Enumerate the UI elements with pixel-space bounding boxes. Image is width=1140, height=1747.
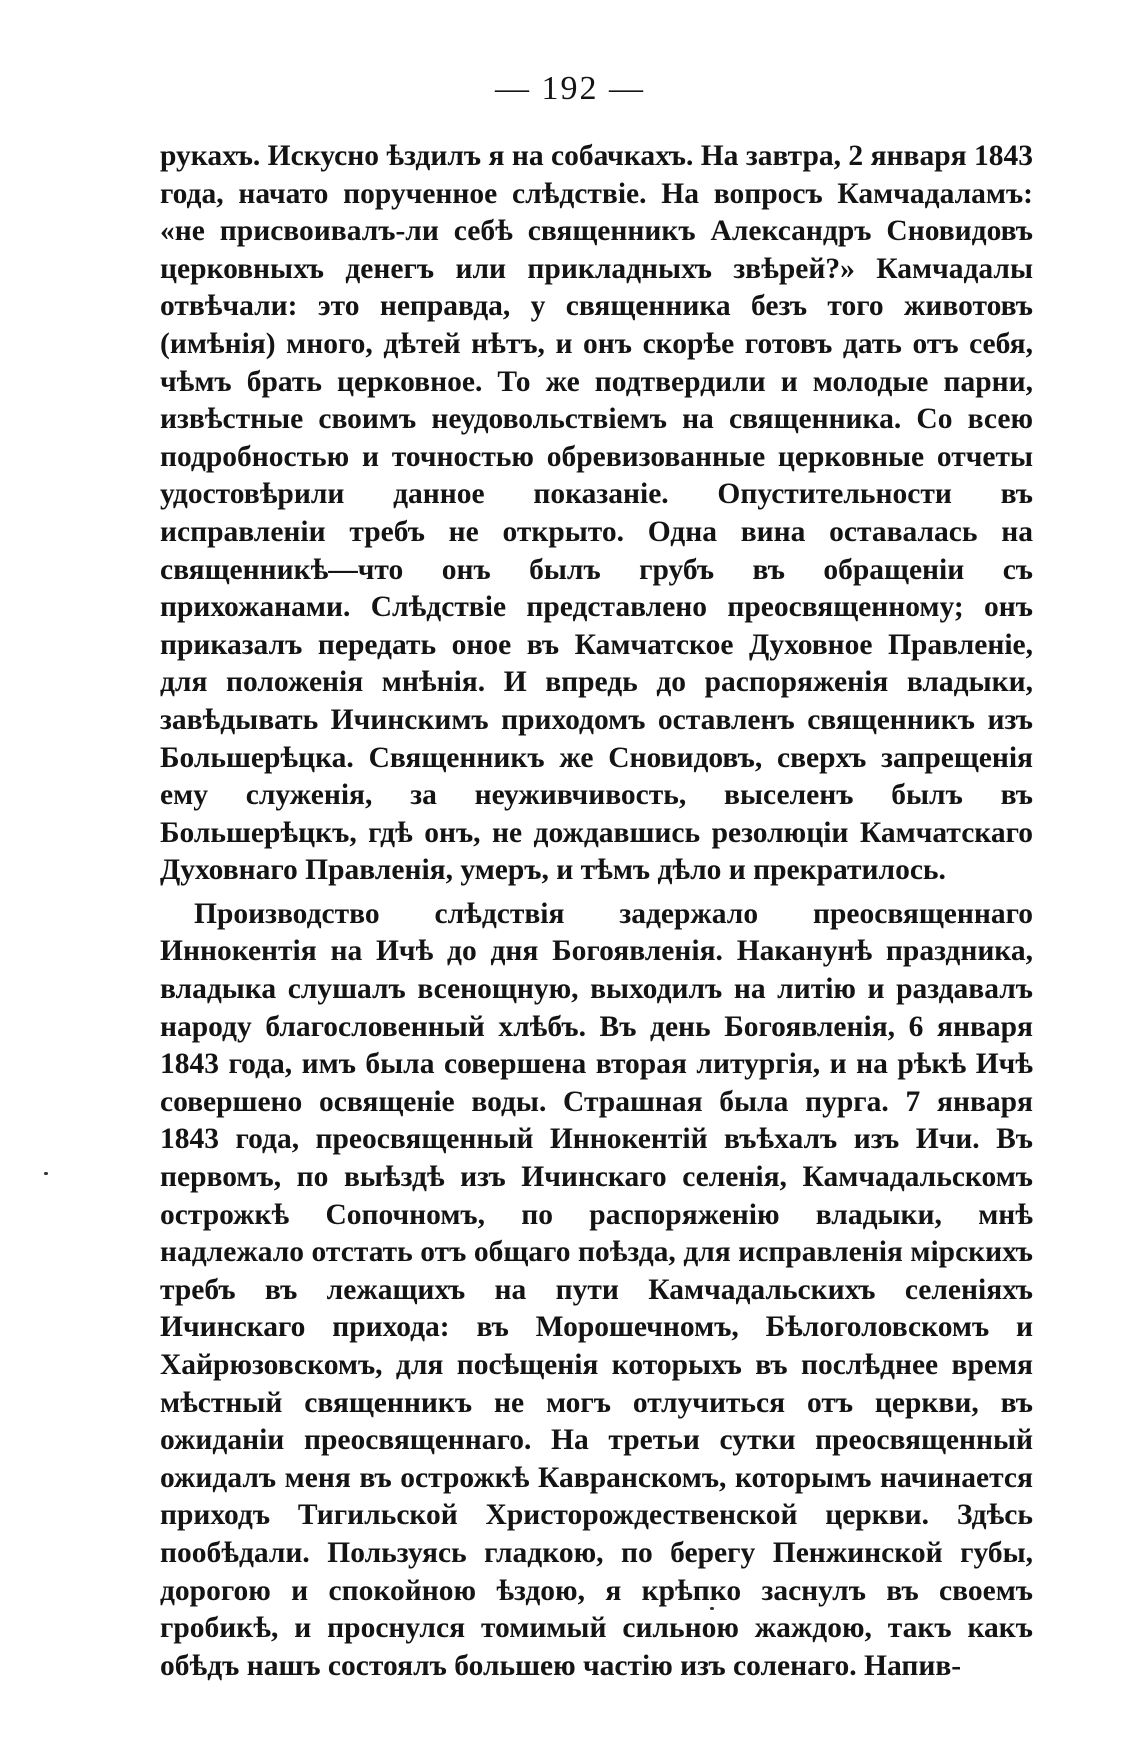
page-number: — 192 — — [495, 70, 645, 107]
body-text — [160, 138, 1033, 1685]
paragraph-1: рукахъ. Искусно ѣздилъ я на собачкахъ. На завтра, 2 января 1843 года, начато порученное слѣдствіе. На вопросъ Камчадаламъ: «не присвоивалъ-ли себѣ священникъ Александръ Сновидовъ церковныхъ денегъ или прикладныхъ звѣрей?» Камчадалы отвѣчали: это неправда, у священника безъ того животовъ (имѣнія) много, дѣтей нѣтъ, и онъ скорѣе готовъ дать отъ себя, чѣмъ брать церковное. То же подтвердили и молодые парни, извѣстные своимъ неудовольствіемъ на священника. Со всею подробностью и точностью обревизованные церковные отчеты удостовѣрили данное показаніе. Опустительности въ исправленіи требъ не открыто. Одна вина оставалась на священникѣ—что онъ былъ грубъ въ обращеніи съ прихожанами. Слѣдствіе представлено преосвященному; онъ приказалъ передать оное въ Камчатское Духовное Правленіе, для положенія мнѣнія. И впредь до распоряженія владыки, завѣдывать Ичинскимъ приходомъ оставленъ священникъ изъ Большерѣцка. Священникъ же Сновидовъ, сверхъ запрещенія ему служенія, за неуживчивость, выселенъ былъ въ Большерѣцкъ, гдѣ онъ, не дождавшись резолюціи Камчатскаго Духовнаго Правленія, умеръ, и тѣмъ дѣло и прекратилось. — [160, 140, 1033, 887]
scan-speck — [710, 1607, 714, 1610]
paragraph-2: Производство слѣдствія задержало преосвященнаго Иннокентія на Ичѣ до дня Богоявленія. Наканунѣ праздника, владыка слушалъ всенощную, выходилъ на литію и раздавалъ народу благословенный хлѣбъ. Въ день Богоявленія, 6 января 1843 года, имъ была совершена вторая литургія, и на рѣкѣ Ичѣ совершено освященіе воды. Страшная была пурга. 7 января 1843 года, преосвященный Иннокентій въѣхалъ изъ Ичи. Въ первомъ, по выѣздѣ изъ Ичинскаго селенія, Камчадальскомъ острожкѣ Сопочномъ, по распоряженію владыки, мнѣ надлежало отстать отъ общаго поѣзда, для исправленія мірскихъ требъ въ лежащихъ на пути Камчадальскихъ селеніяхъ Ичинскаго прихода: въ Морошечномъ, Бѣлоголовскомъ и Хайрюзовскомъ, для посѣщенія которыхъ въ послѣднее время мѣстный священникъ не могъ отлучиться отъ церкви, въ ожиданіи преосвященнаго. На третьи сутки преосвященный ожидалъ меня въ острожкѣ Кавранскомъ, которымъ начинается приходъ Тигильской Христорождественской церкви. Здѣсь пообѣдали. Пользуясь гладкою, по берегу Пенжинской губы, дорогою и спокойною ѣздою, я крѣпко заснулъ въ своемъ гробикѣ, и проснулся томимый сильною жаждою, такъ какъ обѣдъ нашъ состоялъ большею частію изъ соленаго. Напив- — [160, 897, 1033, 1682]
scan-speck — [44, 1172, 48, 1175]
